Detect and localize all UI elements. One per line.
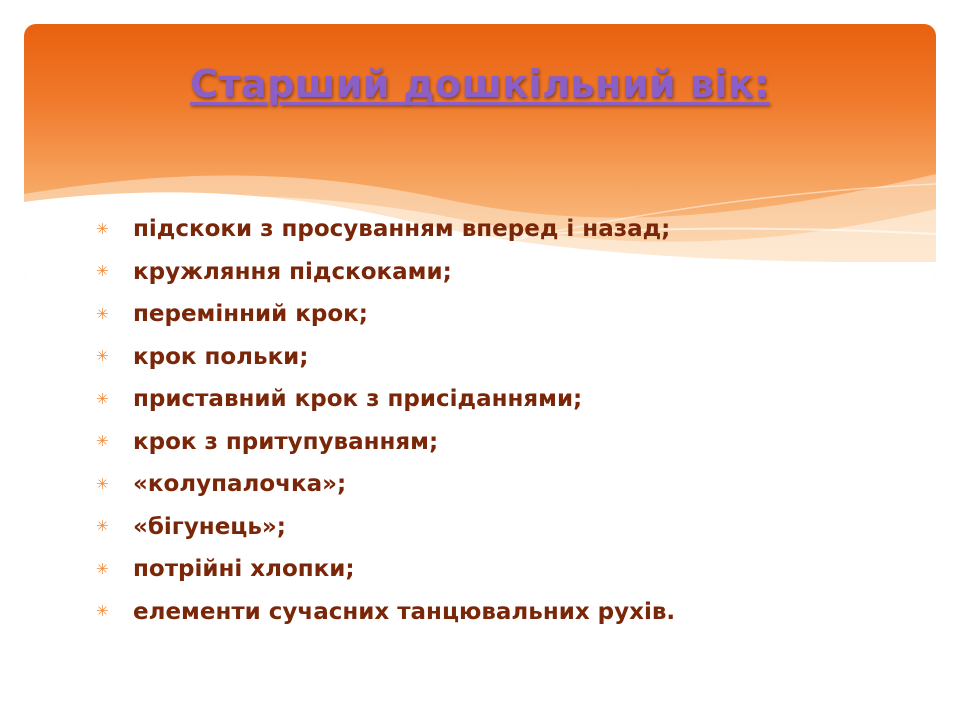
list-item (96, 421, 916, 464)
asterisk-bullet-icon: ✳ (96, 432, 109, 451)
list-item (96, 591, 916, 634)
asterisk-bullet-icon: ✳ (96, 559, 109, 578)
list-item-text: потрійні хлопки; (133, 556, 355, 583)
asterisk-bullet-icon: ✳ (96, 219, 109, 238)
asterisk-bullet-icon: ✳ (96, 474, 109, 493)
list-item-text: «бігунець»; (133, 513, 286, 540)
list-item-text: підскоки з просуванням вперед і назад; (133, 216, 671, 243)
list-item (96, 463, 916, 506)
asterisk-bullet-icon: ✳ (96, 517, 109, 536)
list-item (96, 336, 916, 379)
list-item-text: «колупалочка»; (133, 471, 347, 498)
bullet-list (96, 208, 916, 633)
list-item (96, 506, 916, 549)
list-item-text: кружляння підскоками; (133, 258, 452, 285)
asterisk-bullet-icon: ✳ (96, 602, 109, 621)
list-item (96, 548, 916, 591)
asterisk-bullet-icon: ✳ (96, 347, 109, 366)
list-item (96, 208, 916, 251)
list-item (96, 293, 916, 336)
list-item (96, 378, 916, 421)
list-item-text: перемінний крок; (133, 301, 368, 328)
list-item (96, 251, 916, 294)
slide-title: Старший дошкільний вік: (190, 62, 770, 106)
list-item-text: крок польки; (133, 343, 309, 370)
list-item-text: крок з притупуванням; (133, 428, 439, 455)
asterisk-bullet-icon: ✳ (96, 389, 109, 408)
asterisk-bullet-icon: ✳ (96, 304, 109, 323)
list-item-text: приставний крок з присіданнями; (133, 386, 583, 413)
asterisk-bullet-icon: ✳ (96, 262, 109, 281)
list-item-text: елементи сучасних танцювальних рухів. (133, 598, 676, 625)
